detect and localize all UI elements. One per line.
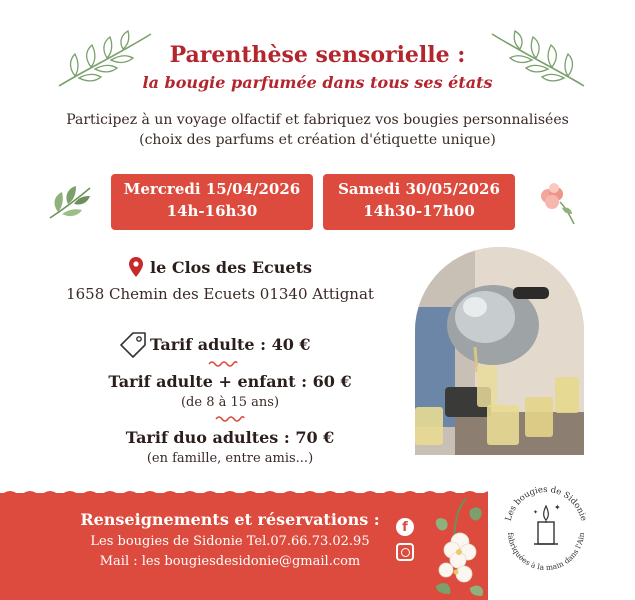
price-duo: Tarif duo adultes : 70 € bbox=[125, 428, 335, 447]
footer-phone: Les bougies de Sidonie Tel.07.66.73.02.95 bbox=[90, 534, 370, 549]
squiggle-divider bbox=[208, 359, 238, 367]
date-badge-1 bbox=[111, 174, 313, 230]
location-name: le Clos des Ecuets bbox=[150, 258, 312, 277]
location-address: 1658 Chemin des Ecuets 01340 Attignat bbox=[66, 285, 374, 303]
flower-icon bbox=[532, 178, 580, 226]
svg-text:✦: ✦ bbox=[533, 509, 539, 516]
svg-text:Les bougies de Sidonie: Les bougies de Sidonie bbox=[503, 484, 589, 523]
page-title: Parenthèse sensorielle : bbox=[169, 42, 466, 68]
svg-text:fabriquées à la main dans l'Ai: fabriquées à la main dans l'Ain bbox=[505, 532, 587, 573]
intro-line-2: (choix des parfums et création d'étiquette unique) bbox=[139, 132, 496, 148]
date-1-day: Mercredi 15/04/2026 bbox=[123, 180, 301, 198]
price-tag-icon bbox=[118, 330, 148, 358]
svg-text:✦: ✦ bbox=[554, 503, 561, 512]
flowers-decoration-icon bbox=[426, 490, 488, 600]
footer-mail: Mail : les bougiesdesidonie@gmail.com bbox=[99, 554, 361, 569]
date-2-day: Samedi 30/05/2026 bbox=[338, 180, 500, 198]
date-badge-2 bbox=[323, 174, 515, 230]
date-1-time: 14h-16h30 bbox=[166, 202, 258, 220]
candle-pouring-photo bbox=[415, 247, 584, 455]
branch-right-icon bbox=[488, 28, 588, 90]
instagram-icon[interactable] bbox=[396, 543, 414, 561]
page-subtitle: la bougie parfumée dans tous ses états bbox=[142, 73, 493, 92]
brand-logo bbox=[496, 476, 596, 576]
price-adult-child-note: (de 8 à 15 ans) bbox=[180, 395, 280, 410]
price-duo-note: (en famille, entre amis...) bbox=[146, 451, 314, 466]
leaf-sprig-icon bbox=[46, 182, 94, 222]
price-adult-child: Tarif adulte + enfant : 60 € bbox=[108, 372, 352, 391]
date-2-time: 14h30-17h00 bbox=[363, 202, 475, 220]
facebook-icon[interactable]: f bbox=[396, 518, 414, 536]
squiggle-divider bbox=[215, 414, 245, 422]
footer-heading: Renseignements et réservations : bbox=[80, 510, 380, 529]
price-adult: Tarif adulte : 40 € bbox=[150, 335, 311, 354]
intro-line-1: Participez à un voyage olfactif et fabriquez vos bougies personnalisées bbox=[66, 112, 569, 128]
location-pin-icon bbox=[129, 257, 143, 277]
